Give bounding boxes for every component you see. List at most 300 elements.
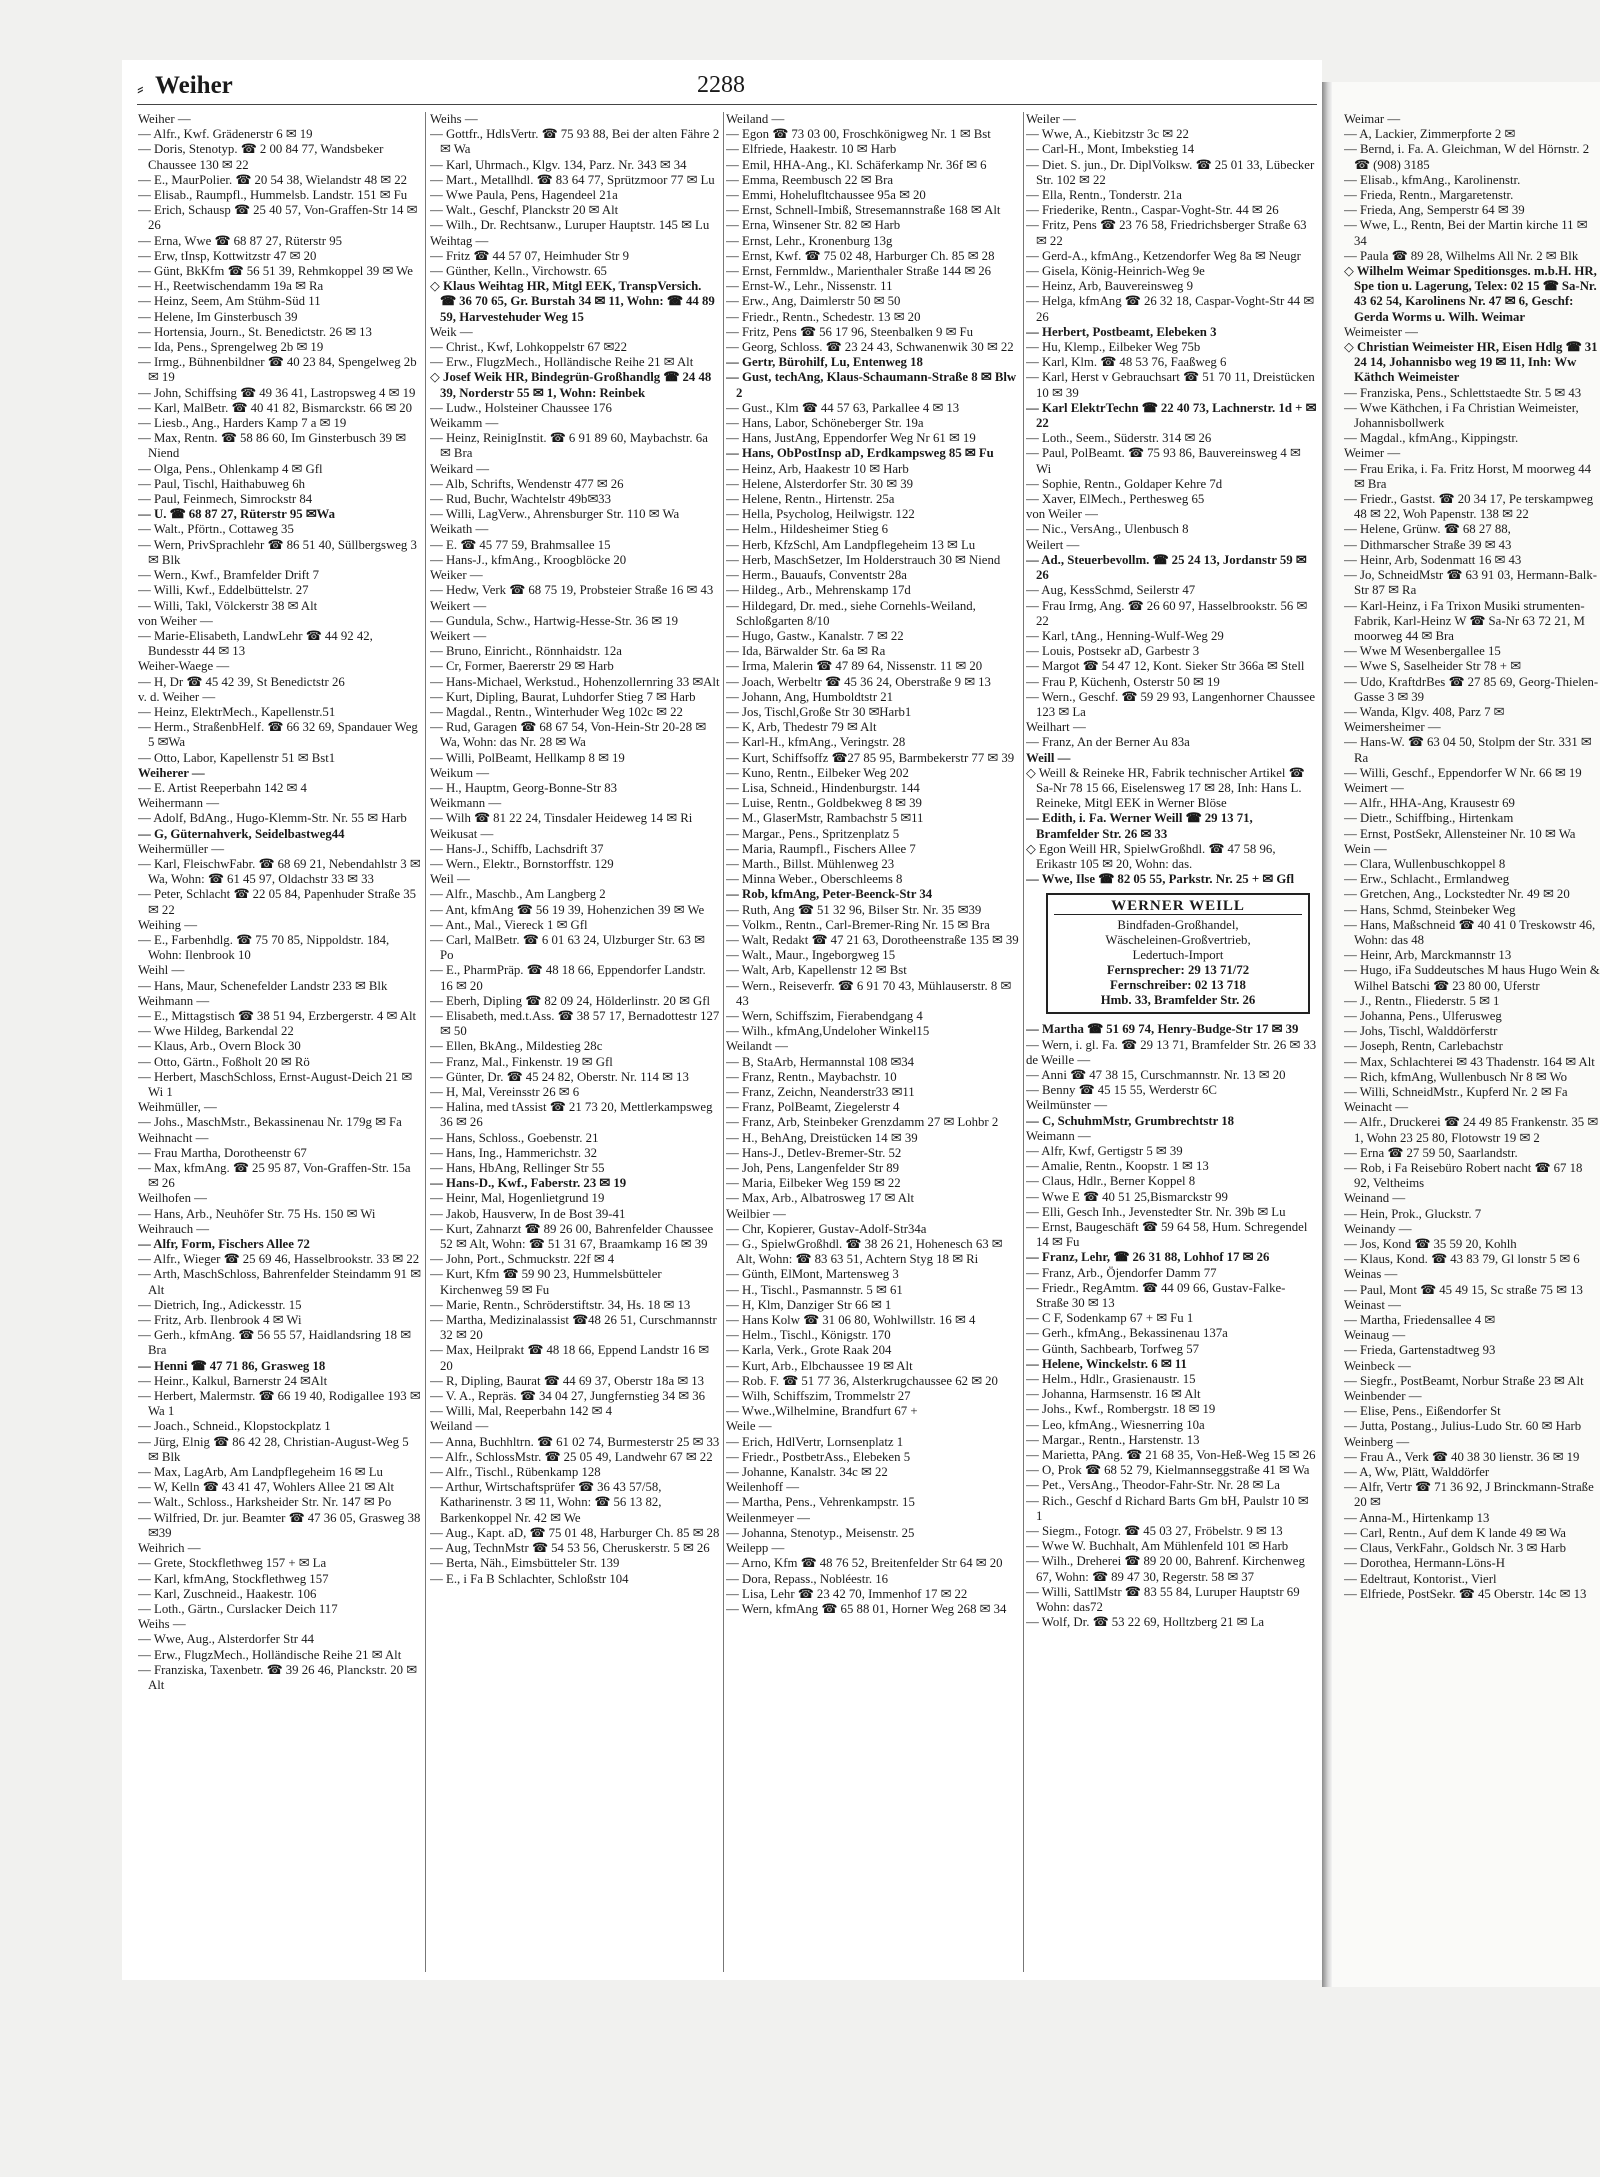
directory-entry: — Elli, Gesch Inh., Jevenstedter Str. Nr. 39b ✉ Lu: [1026, 1204, 1286, 1219]
directory-entry: — Ruth, Ang ☎ 51 32 96, Bilser Str. Nr. 35 ✉39: [726, 902, 982, 917]
directory-entry: — Heinr, Mal, Hogenlietgrund 19: [430, 1191, 605, 1206]
directory-entry: — Gundula, Schw., Hartwig-Hesse-Str. 36 ✉ 19: [430, 613, 679, 628]
directory-entry: — Klaus, Arb., Overn Block 30: [138, 1039, 301, 1054]
surname-heading: de Weille —: [1026, 1052, 1091, 1067]
directory-entry: — H, Dr ☎ 45 42 39, St Benedictstr 26: [138, 674, 345, 689]
directory-entry: — Aug, TechnMstr ☎ 54 53 56, Cheruskerstr. 5 ✉ 26: [430, 1541, 710, 1556]
directory-entry: ◇ Christian Weimeister HR, Eisen Hdlg ☎ 31 24 14, Johannisbo weg 19 ✉ 11, Inh: Ww Käthch Weimeister: [1344, 340, 1598, 385]
directory-entry: — Emmi, Hohelufltchaussee 95a ✉ 20: [726, 188, 926, 203]
directory-entry: — Rob, kfmAng, Peter-Beenck-Str 34: [726, 887, 933, 902]
directory-entry: — Arth, MaschSchloss, Bahrenfelder Steindamm 91 ✉ Alt: [138, 1267, 421, 1297]
directory-entry: — Herbert, MaschSchloss, Ernst-August-Deich 21 ✉ Wi 1: [138, 1069, 413, 1099]
directory-entry: — Hans, Arb., Neuhöfer Str. 75 Hs. 150 ✉ Wi: [138, 1206, 376, 1221]
directory-entry: — Karl, Zuschneid., Haakestr. 106: [138, 1586, 317, 1601]
directory-entry: — Helm., Hildesheimer Stieg 6: [726, 522, 889, 537]
directory-entry: — Wern., Geschf. ☎ 59 29 93, Langenhorner Chaussee 123 ✉ La: [1026, 689, 1316, 719]
directory-entry: — Hans, Maßschneid ☎ 40 41 0 Treskowstr 46, Wohn: das 48: [1344, 917, 1596, 947]
directory-page: [122, 60, 1322, 1980]
directory-entry: — Benny ☎ 45 15 55, Werderstr 6C: [1026, 1083, 1217, 1098]
surname-heading: Weimeister —: [1344, 324, 1418, 339]
directory-entry: — Fritz, Arb. Ilenbrook 4 ✉ Wi: [138, 1313, 302, 1328]
directory-entry: — Heinz, Arb, Haakestr 10 ✉ Harb: [726, 461, 909, 476]
directory-entry: — Wilh., Dr. Rechtsanw., Luruper Hauptstr. 145 ✉ Lu: [430, 218, 710, 233]
directory-entry: — Magdal., kfmAng., Kippingstr.: [1344, 431, 1519, 446]
advertisement-line: Fernschreiber: 02 13 718: [1110, 978, 1246, 993]
surname-heading: Weihtag —: [430, 233, 489, 248]
directory-entry: — Friedr., RegAmtm. ☎ 44 09 66, Gustav-Falke-Straße 30 ✉ 13: [1026, 1280, 1286, 1311]
directory-entry: — Erna, Wwe ☎ 68 87 27, Rüterstr 95: [138, 233, 343, 248]
directory-entry: — John, Schiffsing ☎ 49 36 41, Lastropsweg 4 ✉ 19: [138, 385, 416, 400]
advertisement-line: Fernsprecher: 29 13 71/72: [1106, 963, 1250, 978]
directory-entry: — Willi, Mal, Reeperbahn 142 ✉ 4: [430, 1404, 612, 1419]
directory-entry: — Dora, Repass., Nobléestr. 16: [726, 1571, 889, 1586]
directory-entry: — Hugo, Gastw., Kanalstr. 7 ✉ 22: [726, 628, 904, 643]
directory-entry: — E., MaurPolier. ☎ 20 54 38, Wielandstr 48 ✉ 22: [138, 172, 408, 187]
page-title: Weiher: [155, 72, 233, 99]
directory-entry: — Ida, Bärwalder Str. 6a ✉ Ra: [726, 644, 886, 659]
directory-entry: — Bruno, Einricht., Rönnhaidstr. 12a: [430, 644, 622, 659]
directory-entry: — Karl, Uhrmach., Klgv. 134, Parz. Nr. 343 ✉ 34: [430, 157, 687, 172]
directory-entry: — R, Dipling, Baurat ☎ 44 69 37, Oberstr 18a ✉ 13: [430, 1373, 705, 1388]
directory-entry: — Herbert, Malermstr. ☎ 66 19 40, Rodigallee 193 ✉ Wa 1: [138, 1389, 421, 1419]
directory-entry: — Kurt, Dipling, Baurat, Luhdorfer Stieg 7 ✉ Harb: [430, 689, 696, 704]
directory-entry: — E. Artist Reeperbahn 142 ✉ 4: [138, 780, 307, 795]
directory-entry: — Margar., Rentn., Harstenstr. 13: [1026, 1432, 1200, 1447]
directory-entry: — Erich, HdlVertr, Lornsenplatz 1: [726, 1434, 904, 1449]
surname-heading: Weiher —: [138, 112, 191, 126]
directory-entry: — Walt., Schloss., Harksheider Str. Nr. 147 ✉ Po: [138, 1495, 392, 1510]
directory-entry: — U. ☎ 68 87 27, Rüterstr 95 ✉Wa: [138, 507, 336, 522]
directory-entry: — Heinz, Arb, Bauvereinsweg 9: [1026, 279, 1194, 294]
directory-entry: — Martha, Friedensallee 4 ✉: [1344, 1313, 1496, 1328]
directory-entry: — Hildeg., Arb., Mehrenskamp 17d: [726, 583, 911, 598]
directory-entry: — Arthur, Wirtschaftsprüfer ☎ 36 43 57/58, Katharinenstr. 3 ✉ 11, Wohn: ☎ 56 13 82, Barkenkoppel Nr. 42 ✉ We: [430, 1480, 662, 1525]
directory-entry: — Willi, Kwf., Eddelbüttelstr. 27: [138, 583, 309, 598]
directory-entry: — Loth., Seem., Süderstr. 314 ✉ 26: [1026, 431, 1212, 446]
surname-heading: Weinandy —: [1344, 1221, 1412, 1236]
directory-entry: — Willi, LagVerw., Ahrensburger Str. 110 ✉ Wa: [430, 507, 680, 522]
directory-entry: — Paul, Feinmech, Simrockstr 84: [138, 492, 313, 507]
directory-entry: — Wwe Käthchen, i Fa Christian Weimeister, Johannisbollwerk: [1344, 400, 1579, 431]
directory-entry: — Alfr., Tischl., Rübenkamp 128: [430, 1465, 601, 1480]
directory-entry: — E., i Fa B Schlachter, Schloßstr 104: [430, 1571, 629, 1586]
directory-entry: — Johanna, Harmsenstr. 16 ✉ Alt: [1026, 1387, 1201, 1402]
surname-heading: Weilert —: [1026, 537, 1080, 552]
directory-entry: — Edeltraut, Kontorist., Vierl: [1344, 1571, 1497, 1586]
directory-entry: — Ant., Mal., Viereck 1 ✉ Gfl: [430, 917, 588, 932]
directory-entry: — Frieda, Rentn., Margaretenstr.: [1344, 188, 1514, 203]
directory-entry: — Franziska, Taxenbetr. ☎ 39 26 46, Planckstr. 20 ✉ Alt: [138, 1662, 417, 1692]
directory-entry: — Margar., Pens., Spritzenplatz 5: [726, 826, 900, 841]
directory-entry: — Alfr., Kwf. Grädenerstr 6 ✉ 19: [138, 127, 313, 142]
directory-entry: — H., Reetwischendamm 19a ✉ Ra: [138, 279, 324, 294]
directory-entry: — Erw., FlugzMech., Holländische Reihe 21 ✉ Alt: [138, 1647, 402, 1662]
directory-entry: — Friedr., PostbetrAss., Elebeken 5: [726, 1449, 911, 1464]
directory-entry: — Adolf, BdAng., Hugo-Klemm-Str. Nr. 55 ✉ Harb: [138, 811, 407, 826]
directory-entry: — Rich., Geschf d Richard Barts Gm bH, Paulstr 10 ✉ 1: [1026, 1493, 1309, 1523]
directory-entry: — Wern, Schiffszim, Fierabendgang 4: [726, 1008, 923, 1023]
surname-heading: Weiherer —: [138, 765, 205, 780]
directory-entry: — Jos, Tischl,Große Str 30 ✉Harb1: [726, 704, 912, 719]
directory-entry: — Erw, tInsp, Kottwitzstr 47 ✉ 20: [138, 248, 317, 263]
directory-entry: — Kurt, Arb., Elbchaussee 19 ✉ Alt: [726, 1358, 913, 1373]
directory-entry: — Franz, Mal., Finkenstr. 19 ✉ Gfl: [430, 1054, 613, 1069]
directory-entry: — Hans, ObPostInsp aD, Erdkampsweg 85 ✉ Fu: [726, 446, 994, 461]
directory-entry: — Alfr, Kwf, Gertigstr 5 ✉ 39: [1026, 1143, 1183, 1158]
directory-entry: — Herb, MaschSetzer, Im Holderstrauch 30 ✉ Niend: [726, 552, 1001, 567]
surname-heading: Weilenhoff —: [726, 1480, 800, 1495]
surname-heading: Weilhofen —: [138, 1191, 207, 1206]
directory-entry: — Ernst, Lehr., Kronenburg 13g: [726, 233, 893, 248]
directory-entry: — Hans-J., Schiffb, Lachsdrift 37: [430, 841, 604, 856]
directory-entry: — Egon ☎ 73 03 00, Froschkönigweg Nr. 1 ✉ Bst: [726, 127, 991, 142]
directory-entry: — Bernd, i. Fa. A. Gleichman, W del Hörnstr. 2 ☎ (908) 3185: [1344, 142, 1590, 172]
surname-heading: Weiland —: [430, 1419, 489, 1434]
directory-entry: — Erw., FlugzMech., Holländische Reihe 21 ✉ Alt: [430, 355, 694, 370]
directory-entry: — Fritz, Pens ☎ 23 76 58, Friedrichsberger Straße 63 ✉ 22: [1026, 218, 1307, 248]
directory-entry: — Hans, Schloss., Goebenstr. 21: [430, 1130, 599, 1145]
directory-entry: — Franz, Rentn., Maybachstr. 10: [726, 1069, 897, 1084]
directory-entry: — Hans, Schmd, Steinbeker Weg: [1344, 902, 1516, 917]
directory-entry: — Ernst, Baugeschäft ☎ 59 64 58, Hum. Schregendel 14 ✉ Fu: [1026, 1220, 1308, 1250]
surname-heading: Weikum —: [430, 765, 490, 780]
directory-entry: — Fritz, Pens ☎ 56 17 96, Steenbalken 9 ✉ Fu: [726, 324, 974, 339]
surname-heading: Weihermüller —: [138, 841, 225, 856]
directory-entry: — Friedr., Gastst. ☎ 20 34 17, Pe terskampweg 48 ✉ 22, Woh Papenstr. 138 ✉ 22: [1344, 492, 1594, 522]
directory-entry: — Franz, Lehr, ☎ 26 31 88, Lohhof 17 ✉ 26: [1026, 1250, 1270, 1265]
directory-entry: — Heinz, Seem, Am Stühm-Süd 11: [138, 294, 321, 309]
directory-entry: — Margot ☎ 54 47 12, Kont. Sieker Str 366a ✉ Stell: [1026, 659, 1305, 674]
directory-entry: — Max, Schlachterei ✉ 43 Thadenstr. 164 ✉ Alt: [1344, 1054, 1595, 1069]
directory-entry: — Johann, Ang, Humboldtstr 21: [726, 689, 894, 704]
directory-entry: — Heinr, Arb, Sodenmatt 16 ✉ 43: [1344, 552, 1522, 567]
directory-entry: — Liesb., Ang., Harders Kamp 7 a ✉ 19: [138, 416, 347, 431]
directory-entry: — Heinz, ElektrMech., Kapellenstr.51: [138, 704, 336, 719]
directory-entry: — Xaver, ElMech., Perthesweg 65: [1026, 492, 1205, 507]
directory-entry: — Luise, Rentn., Goldbekweg 8 ✉ 39: [726, 796, 922, 811]
directory-entry: — Anna, Buchhltrn. ☎ 61 02 74, Burmesterstr 25 ✉ 33: [430, 1434, 720, 1449]
surname-heading: Weiher-Waege —: [138, 659, 230, 674]
directory-entry: — Hella, Psycholog, Heilwigstr. 122: [726, 507, 915, 522]
surname-heading: Weikard —: [430, 461, 490, 476]
surname-heading: Weimann —: [1026, 1128, 1091, 1143]
directory-entry: — Ernst, PostSekr, Allensteiner Nr. 10 ✉ Wa: [1344, 826, 1576, 841]
directory-entry: — Karl, MalBetr. ☎ 40 41 82, Bismarckstr. 66 ✉ 20: [138, 400, 413, 415]
directory-entry: — Frau A., Verk ☎ 40 38 30 lienstr. 36 ✉ 19: [1344, 1449, 1580, 1464]
surname-heading: Weilepp —: [726, 1541, 785, 1556]
surname-heading: Weihnacht —: [138, 1130, 209, 1145]
directory-entry: — Hugo, iFa Suddeutsches M haus Hugo Wein & Wilhel Batschi ☎ 23 80 00, Uferstr: [1344, 963, 1600, 993]
directory-entry: ◇ Klaus Weihtag HR, Mitgl EEK, TranspVersich. ☎ 36 70 65, Gr. Burstah 34 ✉ 11, Wohn: ☎ 44 89 59, Harvestehuder Weg 15: [430, 279, 715, 324]
directory-entry: — Elisab., kfmAng., Karolinenstr.: [1344, 172, 1521, 187]
surname-heading: Weikath —: [430, 522, 489, 537]
directory-entry: — Martha, Pens., Vehrenkampstr. 15: [726, 1495, 915, 1510]
directory-entry: — Minna Weber., Oberschleems 8: [726, 872, 903, 887]
directory-entry: — Elisab., Raumpfl., Hummelsb. Landstr. 151 ✉ Fu: [138, 188, 408, 203]
directory-entry: — Hans, Labor, Schöneberger Str. 19a: [726, 416, 924, 431]
directory-entry: — Ad., Steuerbevollm. ☎ 25 24 13, Jordanstr 59 ✉ 26: [1026, 552, 1307, 583]
directory-entry: — Karl-H., kfmAng., Veringstr. 28: [726, 735, 906, 750]
directory-entry: — Ernst-W., Lehr., Nissenstr. 11: [726, 279, 893, 294]
directory-entry: — Wwe.,Wilhelmine, Brandfurt 67 +: [726, 1404, 918, 1419]
surname-heading: Weihl —: [138, 963, 185, 978]
directory-entry: — Rob. F. ☎ 51 77 36, Alsterkrugchaussee 62 ✉ 20: [726, 1373, 998, 1388]
directory-entry: — Leo, kfmAng., Wiesnerring 10a: [1026, 1417, 1205, 1432]
surname-heading: Weill —: [1026, 750, 1071, 765]
directory-entry: — Hu, Klemp., Eilbeker Weg 75b: [1026, 340, 1201, 355]
directory-entry: — Dietr., Schiffbing., Hirtenkam: [1344, 811, 1514, 826]
advertisement-line: Ledertuch-Import: [1132, 948, 1224, 963]
adjacent-page-column: [1344, 112, 1600, 1972]
directory-entry: — Diet. S. jun., Dr. DiplVolksw. ☎ 25 01 33, Lübecker Str. 102 ✉ 22: [1026, 157, 1315, 187]
directory-entry: — Kuno, Rentn., Eilbeker Weg 202: [726, 765, 909, 780]
directory-entry: — Johs., Kwf., Rombergstr. 18 ✉ 19: [1026, 1402, 1216, 1417]
directory-entry: — Wern, i. gl. Fa. ☎ 29 13 71, Bramfelder Str. 26 ✉ 33: [1026, 1037, 1317, 1052]
directory-entry: — Karl-Heinz, i Fa Trixon Musiki strumenten-Fabrik, Karl-Heinz W ☎ Sa-Nr 63 72 21, M moorweg 44 ✉ Bra: [1344, 598, 1585, 643]
directory-entry: — H., BehAng, Dreistücken 14 ✉ 39: [726, 1130, 918, 1145]
directory-entry: — Karl, Herst v Gebrauchsart ☎ 51 70 11, Dreistücken 10 ✉ 39: [1026, 370, 1315, 400]
directory-entry: — H, Klm, Danziger Str 66 ✉ 1: [726, 1297, 892, 1312]
directory-entry: — Georg, Schloss. ☎ 23 24 43, Schwanenwik 30 ✉ 22: [726, 340, 1014, 355]
surname-heading: Weiker —: [430, 568, 483, 583]
directory-entry: — Gerh., kfmAng., Bekassinenau 137a: [1026, 1326, 1228, 1341]
advertisement-line: Hmb. 33, Bramfelder Str. 26: [1100, 993, 1256, 1008]
surname-heading: Weinas —: [1344, 1267, 1398, 1282]
directory-entry: — Jos, Kond ☎ 35 59 20, Kohlh: [1344, 1237, 1517, 1252]
surname-heading: von Weiher —: [138, 613, 213, 628]
directory-entry: — Herm., StraßenbHelf. ☎ 66 32 69, Spandauer Weg 5 ✉Wa: [138, 720, 418, 750]
directory-entry: — Hortensia, Journ., St. Benedictstr. 26 ✉ 13: [138, 324, 372, 339]
surname-heading: Weimar —: [1344, 112, 1401, 126]
surname-heading: Weihs —: [430, 112, 478, 126]
directory-entry: — J., Rentn., Fliederstr. 5 ✉ 1: [1344, 993, 1500, 1008]
directory-entry: — H., Tischl., Pasmannstr. 5 ✉ 61: [726, 1282, 903, 1297]
directory-entry: — Claus, VerkFahr., Goldsch Nr. 3 ✉ Harb: [1344, 1541, 1566, 1556]
directory-entry: — Ellen, BkAng., Mildestieg 28c: [430, 1039, 603, 1054]
directory-entry: — Herb, KfzSchl, Am Landpflegeheim 13 ✉ Lu: [726, 537, 976, 552]
directory-entry: — Elfriede, Haakestr. 10 ✉ Harb: [726, 142, 897, 157]
directory-entry: — Walt, Redakt ☎ 47 21 63, Dorotheenstraße 135 ✉ 39: [726, 932, 1019, 947]
surname-heading: Weihmüller, —: [138, 1100, 217, 1115]
directory-entry: — Rob, i Fa Reisebüro Robert nacht ☎ 67 18 92, Veltheims: [1344, 1161, 1583, 1191]
directory-entry: — Max, Arb., Albatrosweg 17 ✉ Alt: [726, 1191, 915, 1206]
surname-heading: Weimert —: [1344, 780, 1404, 795]
directory-entry: — Wwe M Wesenbergallee 15: [1344, 644, 1501, 659]
directory-entry: — Arno, Kfm ☎ 48 76 52, Breitenfelder Str 64 ✉ 20: [726, 1556, 1003, 1571]
directory-entry: — Loth., Gärtn., Curslacker Deich 117: [138, 1601, 338, 1616]
directory-entry: — Hans, HbAng, Rellinger Str 55: [430, 1161, 605, 1176]
directory-entry: — A, Ww, Plätt, Walddörfer: [1344, 1465, 1490, 1480]
directory-entry: — Alfr., SchlossMstr. ☎ 25 05 49, Landwehr 67 ✉ 22: [430, 1449, 713, 1464]
surname-heading: Weikert —: [430, 598, 487, 613]
directory-entry: — Günter, Dr. ☎ 45 24 82, Oberstr. Nr. 114 ✉ 13: [430, 1069, 689, 1084]
directory-entry: — Franziska, Pens., Schlettstaedte Str. 5 ✉ 43: [1344, 385, 1582, 400]
directory-entry: — Louis, Postsekr aD, Garbestr 3: [1026, 644, 1200, 659]
directory-entry: — Friederike, Rentn., Caspar-Voght-Str. 44 ✉ 26: [1026, 203, 1279, 218]
directory-entry: — Dorothea, Hermann-Löns-H: [1344, 1556, 1505, 1571]
directory-entry: — Heinr., Kalkul, Barnerstr 24 ✉Alt: [138, 1373, 328, 1388]
directory-entry: — Gust., Klm ☎ 44 57 63, Parkallee 4 ✉ 13: [726, 400, 960, 415]
directory-entry: — O, Prok ☎ 68 52 79, Kielmannseggstraße 41 ✉ Wa: [1026, 1463, 1310, 1478]
directory-entry: ◇ Josef Weik HR, Bindegrün-Großhandlg ☎ 24 48 39, Norderstr 55 ✉ 1, Wohn: Reinbek: [430, 370, 712, 400]
directory-entry: — Marie-Elisabeth, LandwLehr ☎ 44 92 42, Bundesstr 44 ✉ 13: [138, 628, 373, 659]
directory-entry: — Alfr., Maschb., Am Langberg 2: [430, 887, 606, 902]
directory-entry: — Ant, kfmAng ☎ 56 19 39, Hohenzichen 39 ✉ We: [430, 902, 705, 917]
directory-entry: — Willi, SattlMstr ☎ 83 55 84, Luruper Hauptstr 69 Wohn: das72: [1026, 1584, 1300, 1615]
surname-heading: Weihermann —: [138, 796, 220, 811]
directory-entry: — Wanda, Klgv. 408, Parz 7 ✉: [1344, 704, 1505, 719]
surname-heading: Weiler —: [1026, 112, 1076, 126]
directory-entry: — H, Mal, Vereinsstr 26 ✉ 6: [430, 1085, 580, 1099]
directory-entry: — Gertr, Bürohilf, Lu, Entenweg 18: [726, 355, 923, 370]
directory-entry: — Karl ElektrTechn ☎ 22 40 73, Lachnerstr. 1d + ✉ 22: [1026, 400, 1317, 431]
directory-entry: — Erna ☎ 27 59 50, Saarlandstr.: [1344, 1145, 1518, 1160]
surname-heading: Weinaug —: [1344, 1328, 1406, 1343]
directory-entry: — E., PharmPräp. ☎ 48 18 66, Eppendorfer Landstr. 16 ✉ 20: [430, 963, 706, 993]
directory-entry: — Volkm., Rentn., Carl-Bremer-Ring Nr. 15 ✉ Bra: [726, 917, 990, 932]
directory-entry: — Christ., Kwf, Lohkoppelstr 67 ✉22: [430, 340, 627, 355]
directory-entry: — Marth., Billst. Mühlenweg 23: [726, 856, 895, 871]
surname-heading: v. d. Weiher —: [138, 689, 216, 704]
directory-entry: — Marietta, PAng. ☎ 21 68 35, Von-Heß-Weg 15 ✉ 26: [1026, 1448, 1316, 1463]
directory-entry: — Ernst, Kwf. ☎ 75 02 48, Harburger Ch. 85 ✉ 28: [726, 248, 995, 263]
directory-entry: — Amalie, Rentn., Koopstr. 1 ✉ 13: [1026, 1159, 1209, 1174]
directory-entry: — Johanne, Kanalstr. 34c ✉ 22: [726, 1465, 888, 1480]
directory-entry: — Herbert, Postbeamt, Elebeken 3: [1026, 324, 1217, 339]
directory-entry: — Alfr, Vertr ☎ 71 36 92, J Brinckmann-Straße 20 ✉: [1344, 1480, 1594, 1510]
directory-entry: — Halina, med tAssist ☎ 21 73 20, Mettlerkampsweg 36 ✉ 26: [430, 1100, 713, 1130]
directory-entry: — Jutta, Postang., Julius-Ludo Str. 60 ✉ Harb: [1344, 1419, 1582, 1434]
directory-entry: — Günther, Kelln., Virchowstr. 65: [430, 264, 607, 279]
directory-entry: — Frieda, Gartenstadtweg 93: [1344, 1343, 1496, 1358]
directory-entry: — Frau Erika, i. Fa. Fritz Horst, M moorweg 44 ✉ Bra: [1344, 461, 1592, 491]
directory-column-2: [430, 112, 720, 1972]
directory-entry: — Ernst, Schnell-Imbiß, Stresemannstraße 168 ✉ Alt: [726, 203, 1001, 218]
surname-heading: Weinberg —: [1344, 1434, 1410, 1449]
directory-entry: — Maria, Raumpfl., Fischers Allee 7: [726, 841, 916, 856]
directory-entry: — Alfr, Form, Fischers Allee 72: [138, 1237, 310, 1252]
directory-entry: — Nic., VersAng., Ulenbusch 8: [1026, 522, 1189, 537]
directory-entry: — Willi, Geschf., Eppendorfer W Nr. 66 ✉ 19: [1344, 765, 1582, 780]
directory-entry: — Wern., Reiseverfr. ☎ 6 91 70 43, Mühlauserstr. 8 ✉ 43: [726, 978, 1012, 1008]
directory-entry: ◇ Egon Weill HR, SpielwGroßhdl. ☎ 47 58 96, Erikastr 105 ✉ 20, Wohn: das.: [1026, 841, 1276, 871]
directory-entry: — Walt., Pförtn., Cottaweg 35: [138, 522, 294, 537]
directory-entry: — Hans-Michael, Werkstud., Hohenzollernring 33 ✉Alt: [430, 674, 720, 689]
directory-entry: — Ernst, Fernmldw., Marienthaler Straße 144 ✉ 26: [726, 264, 992, 279]
directory-entry: — Heinz, ReinigInstit. ☎ 6 91 89 60, Maybachstr. 6a ✉ Bra: [430, 431, 708, 461]
directory-entry: — Karl, FleischwFabr. ☎ 68 69 21, Nebendahlstr 3 ✉ Wa, Wohn: ☎ 61 45 97, Oldachstr 33 ✉ 33: [138, 856, 421, 887]
directory-entry: — Heinr, Arb, Marckmannstr 13: [1344, 948, 1512, 963]
adjacent-page: [1332, 82, 1600, 1987]
surname-heading: Weinbeck —: [1344, 1358, 1411, 1373]
directory-entry: — Henni ☎ 47 71 86, Grasweg 18: [138, 1358, 326, 1373]
directory-entry: — Joseph, Rentn, Carlebachstr: [1344, 1039, 1503, 1054]
directory-entry: — Magdal., Rentn., Winterhuder Weg 102c ✉ 22: [430, 704, 683, 719]
directory-entry: — Hans, Ing., Hammerichstr. 32: [430, 1145, 598, 1160]
directory-entry: — Alb, Schrifts, Wendenstr 477 ✉ 26: [430, 476, 624, 491]
directory-entry: — Erw., Ang, Daimlerstr 50 ✉ 50: [726, 294, 901, 309]
directory-entry: — Wilh, Schiffszim, Trommelstr 27: [726, 1389, 911, 1404]
directory-entry: — Carl, MalBetr. ☎ 6 01 63 24, Ulzburger Str. 63 ✉ Po: [430, 932, 705, 963]
surname-heading: Weilhart —: [1026, 720, 1086, 735]
directory-entry: — Paul, PolBeamt. ☎ 75 93 86, Bauvereinsweg 4 ✉ Wi: [1026, 446, 1301, 476]
directory-entry: — E., Farbenhdlg. ☎ 75 70 85, Nippoldstr. 184, Wohn: Ilenbrook 10: [138, 932, 390, 963]
surname-heading: Weinand —: [1344, 1191, 1406, 1206]
surname-heading: Weilmünster —: [1026, 1098, 1108, 1113]
directory-entry: — Walt., Geschf, Planckstr 20 ✉ Alt: [430, 203, 619, 218]
directory-entry: — Wwe S, Saselheider Str 78 + ✉: [1344, 659, 1521, 674]
directory-entry: — Johanna, Pens., Ulferusweg: [1344, 1008, 1502, 1023]
directory-entry: — Maria, Eilbeker Weg 159 ✉ 22: [726, 1176, 901, 1191]
directory-entry: — G, Güternahverk, Seidelbastweg44: [138, 826, 345, 841]
directory-entry: — Gerd-A., kfmAng., Ketzendorfer Weg 8a ✉ Neugr: [1026, 248, 1301, 263]
directory-entry: — Hans Kolw ☎ 31 06 80, Wohlwillstr. 16 ✉ 4: [726, 1313, 976, 1328]
directory-entry: — Fritz ☎ 44 57 07, Heimhuder Str 9: [430, 248, 629, 263]
directory-entry: — C F, Sodenkamp 67 + ✉ Fu 1: [1026, 1311, 1194, 1326]
directory-entry: — Willi, PolBeamt, Hellkamp 8 ✉ 19: [430, 750, 625, 765]
column-divider: [723, 112, 724, 1972]
directory-entry: — Joach, Werbeltr ☎ 45 36 24, Oberstraße 9 ✉ 13: [726, 674, 991, 689]
directory-entry: — Gretchen, Ang., Lockstedter Nr. 49 ✉ 20: [1344, 887, 1570, 902]
directory-entry: — Siegm., Fotogr. ☎ 45 03 27, Fröbelstr. 9 ✉ 13: [1026, 1524, 1283, 1539]
directory-entry: — V. A., Repräs. ☎ 34 04 27, Jungfernstieg 34 ✉ 36: [430, 1389, 706, 1404]
directory-entry: — Wwe, A., Kiebitzstr 3c ✉ 22: [1026, 127, 1189, 142]
directory-entry: — Paul, Mont ☎ 45 49 15, Sc straße 75 ✉ 13: [1344, 1282, 1583, 1297]
directory-entry: — Ludw., Holsteiner Chaussee 176: [430, 400, 612, 415]
directory-entry: — Frieda, Ang, Semperstr 64 ✉ 39: [1344, 203, 1525, 218]
surname-heading: Weikmann —: [430, 796, 502, 811]
directory-entry: — Paul, Tischl, Haithabuweg 6h: [138, 476, 306, 491]
advertisement-line: Bindfaden-Großhandel,: [1117, 918, 1239, 933]
directory-entry: — Karla, Verk., Grote Raak 204: [726, 1343, 892, 1358]
directory-entry: — Alfr., HHA-Ang, Krausestr 69: [1344, 796, 1515, 811]
directory-entry: — Günth, Sachbearb, Torfweg 57: [1026, 1341, 1200, 1356]
directory-entry: — Gerh., kfmAng. ☎ 56 55 57, Haidlandsring 18 ✉ Bra: [138, 1328, 411, 1358]
directory-entry: — H., Hauptm, Georg-Bonne-Str 83: [430, 780, 618, 795]
directory-entry: — Karl, tAng., Henning-Wulf-Weg 29: [1026, 628, 1224, 643]
directory-entry: — Erna, Winsener Str. 82 ✉ Harb: [726, 218, 901, 233]
directory-entry: — Franz, An der Berner Au 83a: [1026, 735, 1190, 750]
surname-heading: Weik —: [430, 324, 473, 339]
surname-heading: Weihrich —: [138, 1541, 201, 1556]
directory-entry: — Max, Rentn. ☎ 58 86 60, Im Ginsterbusch 39 ✉Niend: [138, 431, 407, 461]
surname-heading: Weiland —: [726, 112, 785, 126]
directory-entry: — Hans-J., kfmAng., Kroogblöcke 20: [430, 552, 627, 567]
surname-heading: Weinacht —: [1344, 1100, 1408, 1115]
directory-entry: — B, StaArb, Hermannstal 108 ✉34: [726, 1054, 915, 1069]
directory-entry: — Hein, Prok., Gluckstr. 7: [1344, 1206, 1482, 1221]
surname-heading: Weihing —: [138, 917, 198, 932]
directory-entry: — Aug, KessSchmd, Seilerstr 47: [1026, 583, 1196, 598]
directory-entry: — Helga, kfmAng ☎ 26 32 18, Caspar-Voght-Str 44 ✉ 26: [1026, 294, 1315, 324]
directory-entry: — Kurt, Schiffsoffz ☎27 85 95, Barmbekerstr 77 ✉ 39: [726, 750, 1015, 765]
directory-entry: — Helene, Winckelstr. 6 ✉ 11: [1026, 1356, 1187, 1371]
directory-entry: — K, Arb, Thedestr 79 ✉ Alt: [726, 720, 877, 735]
directory-entry: — Franz, Arb., Öjendorfer Damm 77: [1026, 1265, 1217, 1280]
directory-entry: — Alfr., Wieger ☎ 25 69 46, Hasselbrookstr. 33 ✉ 22: [138, 1252, 420, 1267]
directory-entry: — Hans-W. ☎ 63 04 50, Stolpm der Str. 331 ✉ Ra: [1344, 735, 1592, 765]
surname-heading: Weil —: [430, 872, 470, 887]
directory-entry: — John, Port., Schmuckstr. 22f ✉ 4: [430, 1252, 615, 1267]
directory-entry: — Frau P, Küchenh, Osterstr 50 ✉ 19: [1026, 674, 1220, 689]
directory-entry: — Jürg, Elnig ☎ 86 42 28, Christian-August-Weg 5 ✉ Blk: [138, 1434, 409, 1464]
directory-entry: — Walt., Maur., Ingeborgweg 15: [726, 948, 896, 963]
directory-entry: — Elise, Pens., Eißendorfer St: [1344, 1404, 1501, 1419]
directory-entry: — Ella, Rentn., Tonderstr. 21a: [1026, 188, 1182, 203]
directory-entry: — M., GlaserMstr, Rambachstr 5 ✉11: [726, 811, 924, 826]
directory-entry: — Helene, Rentn., Hirtenstr. 25a: [726, 492, 895, 507]
directory-entry: — Anni ☎ 47 38 15, Curschmannstr. Nr. 13 ✉ 20: [1026, 1067, 1286, 1082]
